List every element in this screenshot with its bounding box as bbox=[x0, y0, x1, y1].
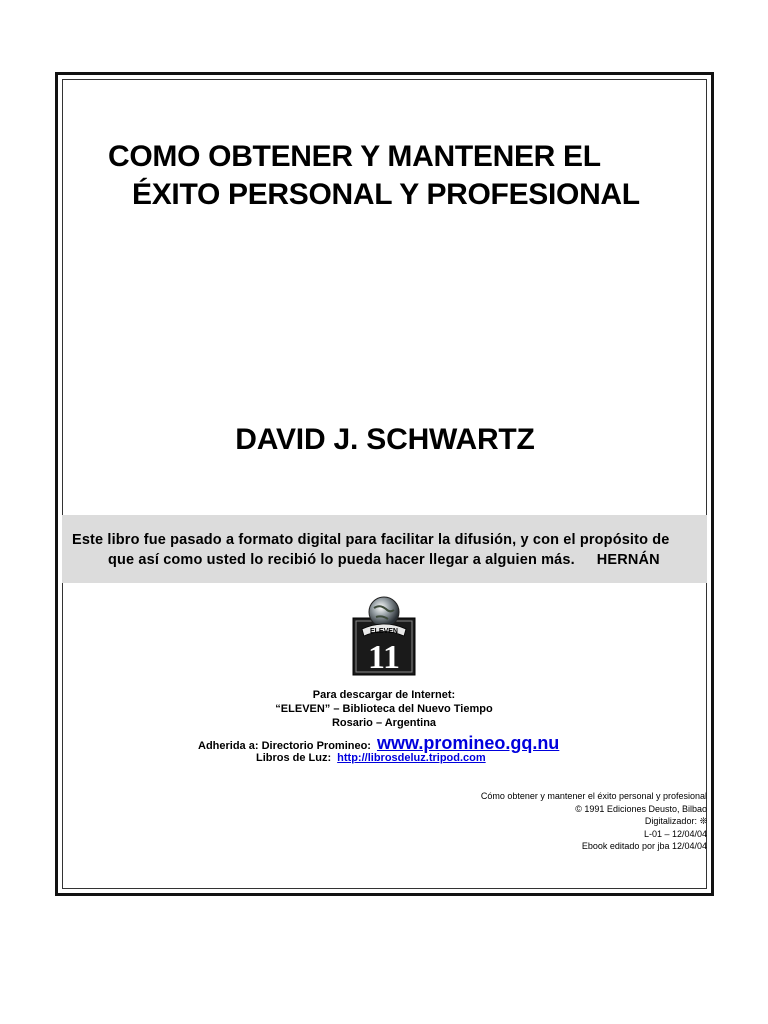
logo-banner-text: ELEVEN bbox=[369, 628, 399, 635]
credits-line-5: Ebook editado por jba 12/04/04 bbox=[581, 841, 707, 851]
eleven-globe-logo-icon bbox=[350, 596, 418, 676]
librosdeluz-link[interactable]: http://librosdeluz.tripod.com bbox=[337, 752, 486, 764]
book-title-line-2: ÉXITO PERSONAL Y PROFESIONAL bbox=[132, 178, 640, 211]
edition-credits bbox=[481, 790, 707, 853]
book-title-line-1: COMO OBTENER Y MANTENER EL bbox=[108, 140, 601, 173]
credits-line-2: © 1991 Ediciones Deusto, Bilbao bbox=[575, 803, 707, 814]
notice-line-1: Este libro fue pasado a formato digital para facilitar la difusión, y con el propósito de bbox=[72, 532, 670, 548]
credits-line-4: L-01 – 12/04/04 bbox=[643, 828, 707, 839]
download-info bbox=[0, 688, 768, 730]
download-line-3: Rosario – Argentina bbox=[331, 717, 437, 729]
credits-line-3: Digitalizador: ❊ bbox=[644, 816, 707, 826]
download-line-2: “ELEVEN” – Biblioteca del Nuevo Tiempo bbox=[275, 703, 493, 715]
notice-signature: HERNÁN bbox=[596, 552, 660, 568]
download-line-1: Para descargar de Internet: bbox=[312, 689, 456, 701]
credits-line-1: Cómo obtener y mantener el éxito personal y profesional bbox=[480, 791, 707, 801]
adherida-label: Adherida a: Directorio Promineo: bbox=[198, 740, 371, 752]
author-name: DAVID J. SCHWARTZ bbox=[235, 423, 535, 456]
promineo-link[interactable]: www.promineo.gq.nu bbox=[376, 733, 560, 753]
libros-line bbox=[256, 752, 486, 764]
book-title bbox=[108, 138, 728, 214]
notice-line-2-text: que así como usted lo recibió lo pueda hacer llegar a alguien más. bbox=[108, 552, 575, 568]
adherida-line bbox=[198, 733, 559, 754]
libros-label: Libros de Luz: bbox=[256, 752, 332, 764]
digital-format-notice bbox=[62, 515, 707, 583]
notice-line-2 bbox=[108, 550, 660, 570]
logo-number-text: 11 bbox=[367, 639, 401, 676]
